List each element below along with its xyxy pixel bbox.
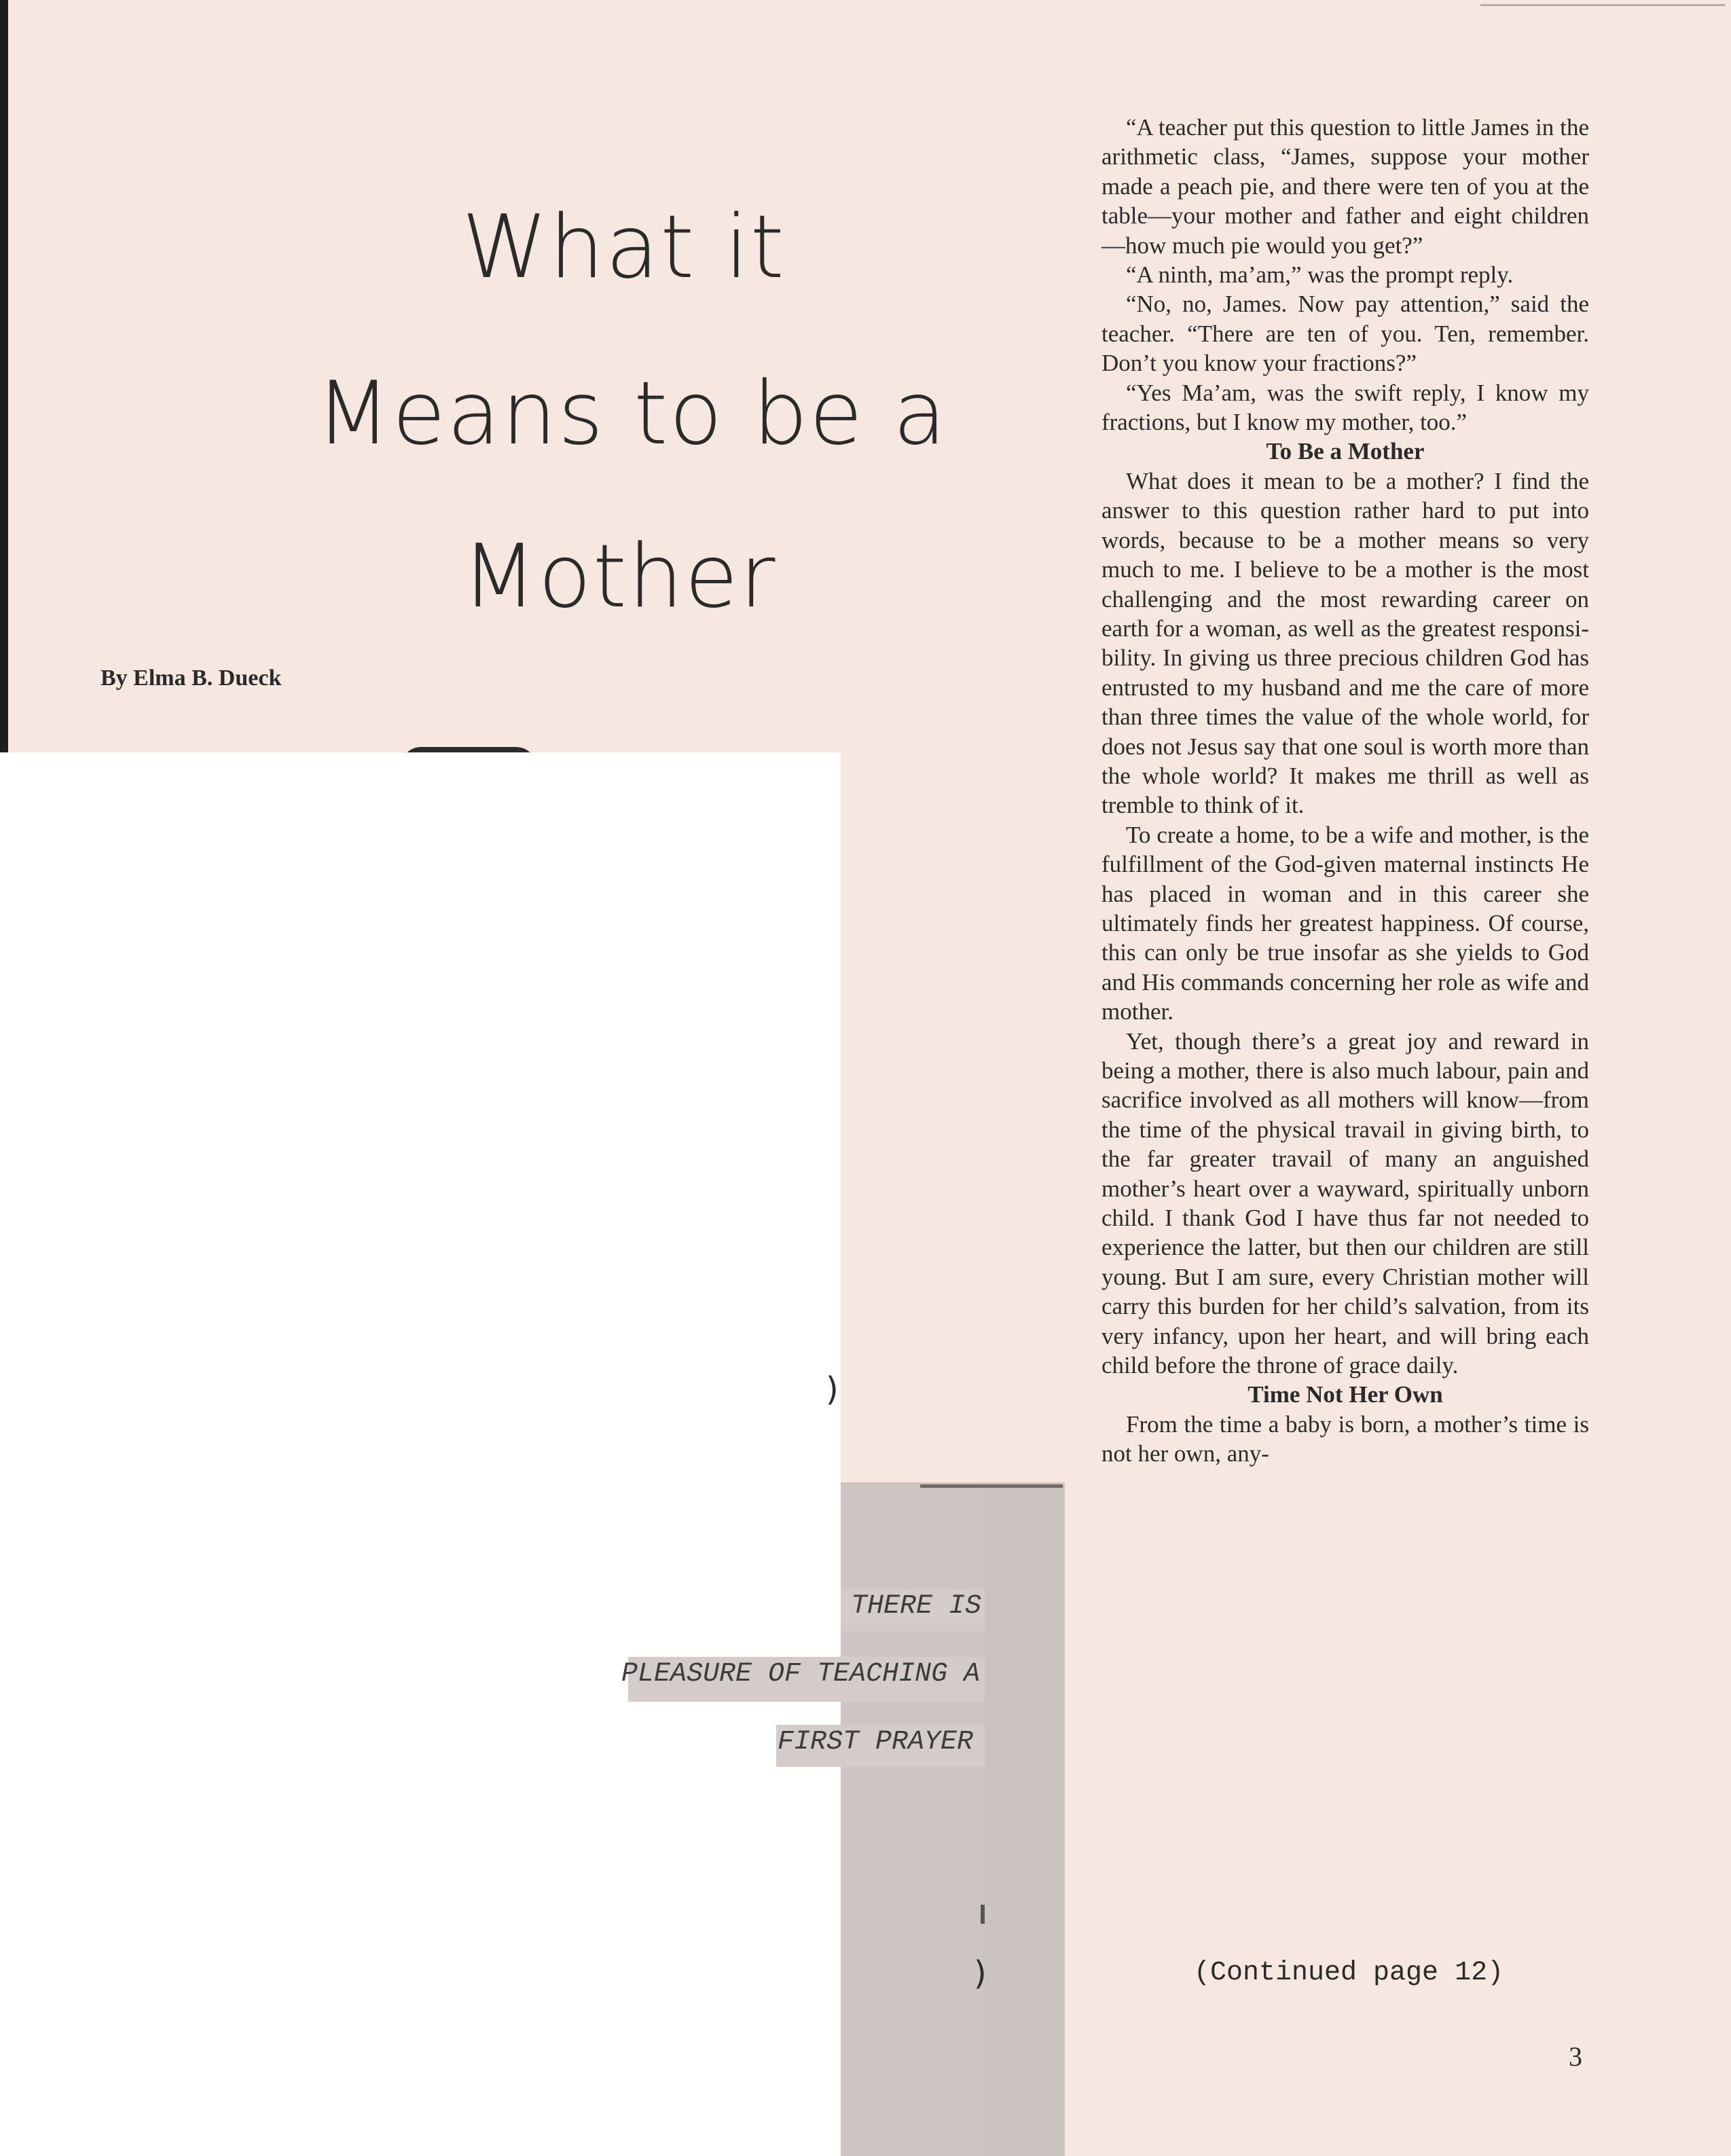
article-paragraph: From the time a baby is born, a mother’s time is not her own, any- [1101, 1410, 1589, 1467]
blank-photo-area [0, 752, 841, 1482]
article-paragraph: Yet, though there’s a great joy and reward in being a mother, there is also much labour, pain and sacrifice involved as all mothers will know—from the time of the physical travail in giving birth, to the far greater travail of many an anguished mother’s heart over a wayward, spiritually unborn child. I thank God I have thus far not needed to experience the latter, but then our children are still young. But I am sure, every Christian mother will carry this burden for her child’s salvation, from its very infancy, upon her heart, and will bring each child before the throne of grace daily. [1101, 1027, 1589, 1379]
continued-note: (Continued page 12) [1194, 1958, 1504, 1988]
clipping-top-rule [920, 1484, 1063, 1488]
photo-edge-mark [981, 1905, 985, 1924]
article-paragraph: To create a home, to be a wife and mother, is the fulfillment of the God-given maternal instincts He has placed in woman and in this career she ultimately finds her greatest happiness. Of course, this can only be true insofar as she yields to God and His commands concerning her role as wife and mother. [1101, 821, 1589, 1025]
article-body [1101, 113, 1589, 1469]
section-heading: To Be a Mother [1266, 438, 1425, 465]
title-line-3: Mother [462, 526, 777, 627]
article-paragraph: What does it mean to be a mother? I find the answer to this question rather hard to put into words, because to be a mother means so very much to me. I believe to be a mother is the most challenging and the most rewarding career on earth for a woman, as well as the greatest responsibility. In giving us three precious children God has entrusted to my husband and me the care of more than three times the value of the whole world, for does not Jesus say that one soul is worth more than the whole world? It makes me thrill as well as tremble to think of it. [1101, 467, 1589, 819]
article-paragraph: “No, no, James. Now pay attention,” said the teacher. “There are ten of you. Ten, remember. Don’t you know your fractions?” [1101, 291, 1589, 377]
blank-photo-area-lower [0, 1482, 985, 2156]
article-paragraph: “A ninth, ma’am,” was the prompt reply. [1126, 261, 1514, 289]
byline: By Elma B. Dueck [101, 665, 282, 691]
clipping-line-1: THERE IS [851, 1591, 982, 1622]
clipping-strip-edge [985, 1482, 1065, 2156]
article-paragraph: “A teacher put this question to little James in the arithmetic class, “James, suppose your mother made a peach pie, and there were ten of you at the table—your mother and father and eight children—how much pie would you get?” [1101, 114, 1589, 259]
title-line-2: Means to be a [316, 363, 948, 464]
title-line-1: What it [462, 197, 786, 298]
clipping-line-3: FIRST PRAYER [778, 1727, 974, 1757]
article-paragraph: “Yes Ma’am, was the swift reply, I know my fractions, but I know my mother, too.” [1101, 379, 1589, 436]
photo-edge-mark: ) [974, 1954, 987, 1992]
photo-edge-mark: ) [826, 1370, 839, 1408]
page-number: 3 [1569, 2041, 1582, 2072]
clipping-line-2: PLEASURE OF TEACHING A [621, 1659, 981, 1689]
section-heading: Time Not Her Own [1247, 1381, 1443, 1408]
top-rule [1480, 4, 1725, 6]
